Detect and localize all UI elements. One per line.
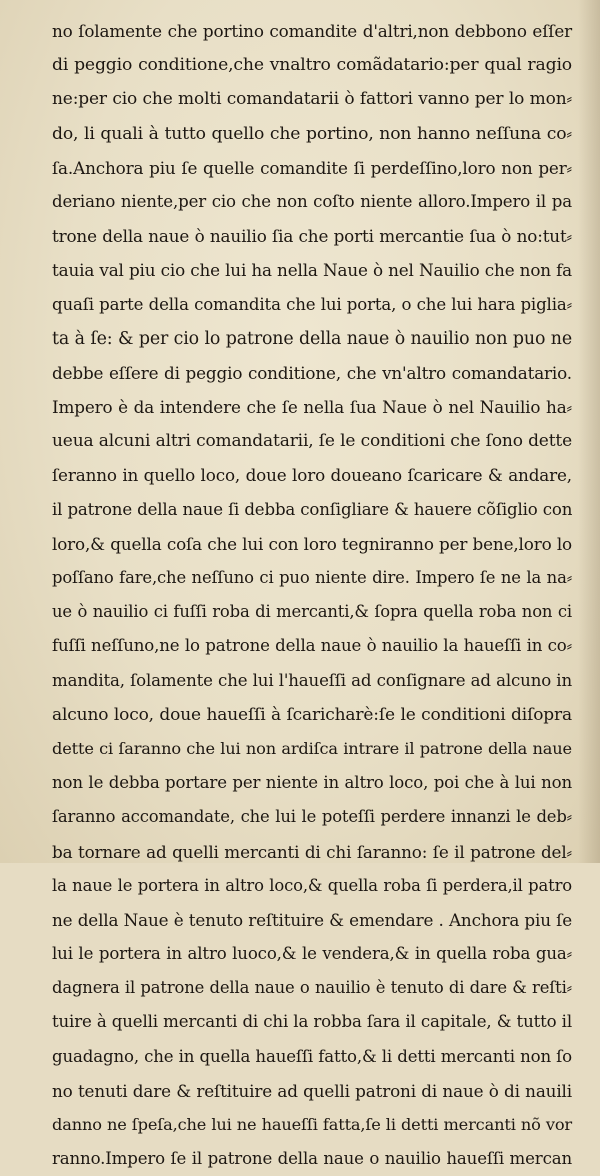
- text-line-27: ne della Naue è tenuto reſtituire & emendare . Anchora piu ſe: [52, 909, 572, 930]
- text-line-4: do, li quali à tutto quello che portino, non hanno neſſuna co⸗: [52, 123, 572, 144]
- text-line-33: danno ne ſpeſa,che lui ne haueſſi fatta,ſe li detti mercanti nõ vor: [52, 1115, 572, 1134]
- text-line-2: di peggio conditione,che vnaltro comãdatario:per qual ragio: [52, 55, 572, 76]
- text-line-32: no tenuti dare & reſtituire ad quelli patroni di naue ò di nauili: [52, 1080, 572, 1101]
- text-line-6: deriano niente,per cio che non coſto niente alloro.Impero il pa: [52, 191, 572, 211]
- text-line-1: no ſolamente che portino comandite d'altri,non debbono eſſer: [52, 21, 572, 41]
- text-line-18: ue ò nauilio ci fuſſi roba di mercanti,& ſopra quella roba non ci: [52, 602, 572, 622]
- text-line-26: la naue le portera in altro loco,& quella roba ſi perdera,il patro: [52, 875, 572, 895]
- text-line-19: fuſſi neſſuno,ne lo patrone della naue ò nauilio la haueſſi in co⸗: [52, 636, 572, 656]
- text-line-15: il patrone della naue ſi debba conſigliare & hauere cõſiglio con: [52, 499, 573, 519]
- text-line-11: debbe eſſere di peggio conditione, che vn'altro comandatario.: [52, 362, 572, 383]
- text-line-5: ſa.Anchora piu ſe quelle comandite ſi perdeſſino,loro non per⸗: [52, 157, 572, 178]
- page-edge-shadow: [578, 0, 600, 863]
- text-line-9: quaſi parte della comandita che lui porta, o che lui hara piglia⸗: [52, 294, 572, 314]
- text-line-23: non le debba portare per niente in altro loco, poi che à lui non: [52, 773, 572, 793]
- text-line-25: ba tornare ad quelli mercanti di chi ſaranno: ſe il patrone del⸗: [52, 841, 572, 862]
- text-line-20: mandita, ſolamente che lui l'haueſſi ad conſignare ad alcuno in: [52, 670, 572, 690]
- text-line-13: ueua alcuni altri comandatarii, ſe le conditioni che ſono dette: [52, 431, 572, 452]
- text-line-21: alcuno loco, doue haueſſi à ſcaricharè:ſe le conditioni diſopra: [52, 704, 572, 725]
- text-line-10: ta à ſe: & per cio lo patrone della naue ò nauilio non puo ne: [52, 328, 572, 349]
- text-line-22: dette ci ſaranno che lui non ardiſca intrare il patrone della naue: [52, 738, 572, 758]
- text-line-14: ſeranno in quello loco, doue loro doueano ſcaricare & andare,: [52, 465, 572, 486]
- text-line-3: ne:per cio che molti comandatarii ò fattori vanno per lo mon⸗: [52, 89, 572, 110]
- text-line-30: tuire à quelli mercanti di chi la robba ſara il capitale, & tutto il: [52, 1012, 572, 1032]
- text-line-7: trone della naue ò nauilio ſia che porti mercantie ſua ò no:tut⸗: [52, 226, 572, 247]
- text-line-28: lui le portera in altro luoco,& le vendera,& in quella roba gua⸗: [52, 944, 572, 964]
- text-line-34: ranno.Impero ſe il patrone della naue o nauilio haueſſi mercan: [52, 1149, 572, 1169]
- text-block: [52, 14, 572, 1176]
- text-line-12: Impero è da intendere che ſe nella ſua Naue ò nel Nauilio ha⸗: [52, 397, 572, 418]
- text-line-17: poſſano fare,che neſſuno ci puo niente dire. Impero ſe ne la na⸗: [52, 568, 572, 587]
- text-line-24: ſaranno accomandate, che lui le poteſſi perdere innanzi le deb⸗: [52, 807, 572, 827]
- text-line-29: dagnera il patrone della naue o nauilio è tenuto di dare & reſti⸗: [52, 978, 572, 998]
- text-line-31: guadagno, che in quella haueſſi fatto,& li detti mercanti non ſo: [52, 1046, 572, 1066]
- text-line-8: tauia val piu cio che lui ha nella Naue ò nel Nauilio che non fa: [52, 260, 573, 281]
- text-line-16: loro,& quella coſa che lui con loro tegniranno per bene,loro lo: [52, 533, 572, 554]
